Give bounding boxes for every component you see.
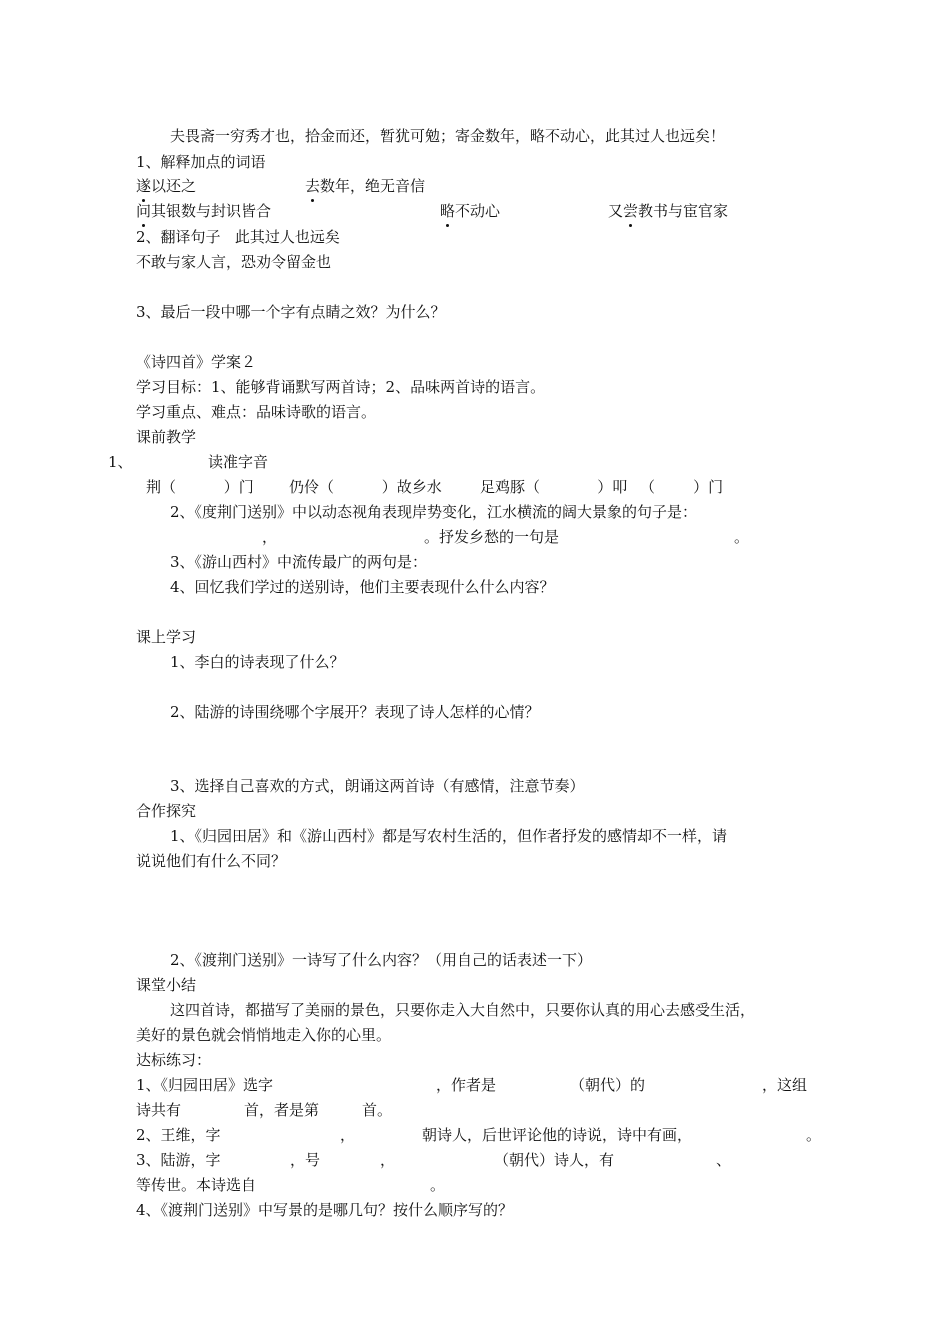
word-text: 以还之 (151, 177, 197, 195)
plan-title: 《诗四首》学案２ (136, 353, 257, 371)
drill-3-cont-a: 等传世。本诗选自 (136, 1176, 257, 1194)
drill-3-cont-b: 。 (430, 1176, 446, 1194)
question-2: 2、翻译句子 此其过人也远矣 (136, 228, 340, 246)
learning-goal: 学习目标：1、能够背诵默写两首诗；2、品味两首诗的语言。 (136, 378, 546, 396)
section-drill: 达标练习： (136, 1051, 212, 1069)
char-item-3 (480, 477, 627, 497)
question-1: 1、解释加点的词语 (136, 153, 266, 171)
coop-question-1: 1、《归园田居》和《游山西村》都是写农村生活的，但作者抒发的感情却不一样，请 (170, 827, 728, 845)
answer-blank: （ ） (525, 478, 613, 496)
summary-text: 这四首诗，都描写了美丽的景色，只要你走入大自然中，只要你认真的用心去感受生活， (170, 1001, 756, 1019)
reading-title: 读准字音 (208, 453, 269, 471)
coop-question-2: 2、《渡荆门送别》一诗写了什么内容？（用自己的话表述一下） (170, 951, 593, 969)
pre-question-2-cont: 。抒发乡愁的一句是 (424, 528, 560, 546)
key-points: 学习重点、难点：品味诗歌的语言。 (136, 403, 377, 421)
answer-blank: （ ） (161, 478, 239, 496)
section-cooperation: 合作探究 (136, 802, 197, 820)
word-text: 其银数与封识皆合 (151, 202, 272, 220)
drill-1-d: ，这组 (762, 1076, 808, 1094)
answer-blank: （ ） (640, 478, 709, 496)
drill-3-c: ， (380, 1151, 396, 1169)
class-question-1: 1、李白的诗表现了什么？ (170, 653, 345, 671)
drill-2-c: 朝诗人，后世评论他的诗说，诗中有画， (422, 1126, 693, 1144)
section-summary: 课堂小结 (136, 976, 197, 994)
word-2 (305, 176, 425, 196)
word-1 (136, 176, 196, 196)
drill-4: 4、《渡荆门送别》中写景的是哪几句？按什么顺序写的？ (136, 1201, 514, 1219)
class-question-2: 2、陆游的诗围绕哪个字展开？表现了诗人怎样的心情？ (170, 703, 540, 721)
dotted-char: 去 (305, 177, 321, 195)
char-text: 故乡水 (396, 478, 442, 496)
blank-end: 。 (734, 528, 750, 546)
dotted-char: 略 (440, 202, 456, 220)
drill-1-cont-a: 诗共有 (136, 1101, 182, 1119)
pre-question-4: 4、回忆我们学过的送别诗，他们主要表现什么什么内容？ (170, 578, 555, 596)
drill-2-d: 。 (806, 1126, 822, 1144)
drill-3-b: ，号 (290, 1151, 321, 1169)
coop-question-1-cont: 说说他们有什么不同？ (136, 852, 287, 870)
reading-number: 1、 (108, 453, 133, 471)
word-5 (608, 201, 728, 221)
question-3: 3、最后一段中哪一个字有点睛之效？为什么？ (136, 303, 446, 321)
word-4 (440, 201, 500, 221)
drill-3-d: （朝代）诗人，有 (494, 1151, 615, 1169)
char-item-4 (640, 477, 723, 497)
char-text: 门 (238, 478, 254, 496)
section-in-class: 课上学习 (136, 628, 197, 646)
section-pre-class: 课前教学 (136, 428, 197, 446)
word-text: 不动心 (455, 202, 501, 220)
word-text: 又 (608, 202, 624, 220)
char-text: 足鸡豚 (480, 478, 526, 496)
char-text: 叩 (612, 478, 628, 496)
char-text: 荆 (146, 478, 162, 496)
question-2-sentence: 不敢与家人言，恐劝令留金也 (136, 253, 332, 271)
char-text: 仍伶 (289, 478, 320, 496)
drill-2-b: ， (340, 1126, 356, 1144)
word-text: 教书与宦官家 (638, 202, 729, 220)
drill-1-cont-b: 首，者是第 (244, 1101, 320, 1119)
char-text: 门 (708, 478, 724, 496)
drill-1-cont-c: 首。 (362, 1101, 393, 1119)
answer-blank: （ ） (319, 478, 397, 496)
drill-1-a: 1、《归园田居》选字 (136, 1076, 274, 1094)
char-item-2 (289, 477, 442, 497)
drill-1-b: ，作者是 (436, 1076, 497, 1094)
drill-2-a: 2、王维，字 (136, 1126, 221, 1144)
pre-question-3: 3、《游山西村》中流传最广的两句是： (170, 553, 428, 571)
pre-question-2: 2、《度荆门送别》中以动态视角表现岸势变化，江水横流的阔大景象的句子是： (170, 503, 698, 521)
drill-1-c: （朝代）的 (570, 1076, 646, 1094)
dotted-char: 问 (136, 202, 152, 220)
blank-comma: ， (262, 528, 278, 546)
word-text: 数年，绝无音信 (320, 177, 426, 195)
passage-paragraph: 夫畏斋一穷秀才也，拾金而还，暂犹可勉；寄金数年，略不动心，此其过人也远矣！ (170, 127, 726, 145)
word-3 (136, 201, 271, 221)
class-question-3: 3、选择自己喜欢的方式，朗诵这两首诗（有感情，注意节奏） (170, 777, 585, 795)
dotted-char: 尝 (623, 202, 639, 220)
summary-text-cont: 美好的景色就会悄悄地走入你的心里。 (136, 1026, 392, 1044)
char-item-1 (146, 477, 254, 497)
drill-3-e: 、 (716, 1151, 732, 1169)
drill-3-a: 3、陆游，字 (136, 1151, 221, 1169)
dotted-char: 遂 (136, 177, 152, 195)
